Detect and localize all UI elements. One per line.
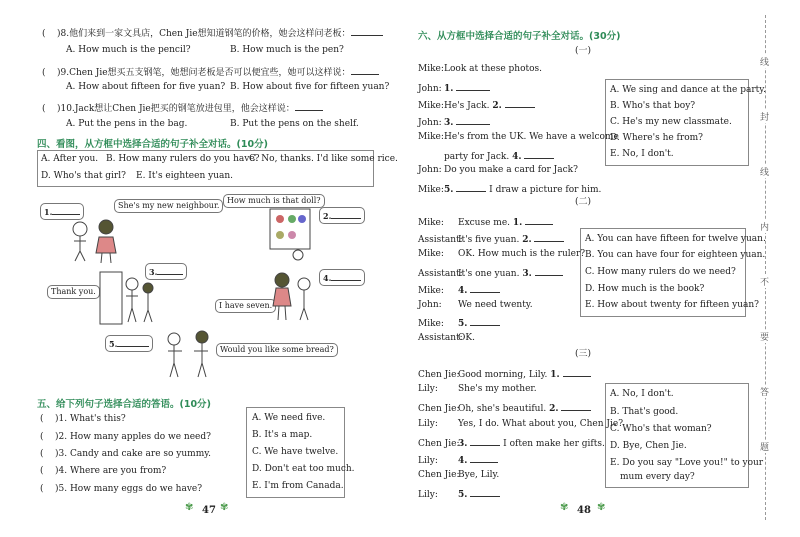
blank-number: 4. [458, 285, 468, 296]
speaker-label: John: [418, 117, 442, 128]
line-text: Excuse me. [458, 218, 511, 228]
dialogue-line [418, 316, 500, 330]
answer-blank[interactable] [534, 232, 564, 242]
speaker-label: Assistant: [418, 234, 463, 245]
blank-number: 4. [512, 151, 522, 162]
list-item: ( )3. Candy and cake are so yummy. [40, 449, 211, 459]
answer-blank[interactable] [456, 115, 490, 125]
list-item: ( )2. How many apples do we need? [40, 432, 211, 442]
margin-char: 题 [760, 440, 769, 453]
line-text: Good morning, Lily. [458, 370, 548, 380]
dialogue-line [418, 401, 591, 415]
blank-number: 5. [444, 185, 454, 196]
answer-blank[interactable] [470, 487, 500, 497]
dialogue-line [418, 367, 591, 381]
page-number: 47 [202, 505, 216, 516]
dialogue-1-heading: (一) [575, 46, 592, 56]
speaker-label: Mike: [418, 131, 444, 142]
dialogue-line [418, 487, 500, 501]
section-4-title: 四、看图，从方框中选择合适的句子补全对话。(10分) [37, 139, 268, 150]
speech-bubble-1: 1. [40, 203, 84, 220]
q8-option-b: B. How much is the pen? [230, 45, 344, 55]
speech-bubble-5: 5. [105, 335, 153, 352]
dialogue-line [418, 132, 619, 143]
line-text: Yes, I do. What about you, Chen Jie? [458, 418, 624, 429]
dialogue-line [418, 215, 553, 229]
section-5-option-box: A. We need five. B. It's a map. C. We have twelve. D. Don't eat too much. E. I'm from Canada. [246, 407, 345, 498]
answer-blank[interactable] [563, 367, 591, 377]
section-6-title: 六、从方框中选择合适的句子补全对话。(30分) [418, 31, 621, 42]
dialogue-line [418, 149, 554, 163]
dialogue-line [418, 81, 490, 95]
blank-number: 2. [492, 100, 502, 111]
speaker-label: Chen Jie: [418, 404, 460, 415]
answer-blank[interactable] [351, 65, 379, 75]
dialogue-line [418, 470, 499, 481]
answer-blank[interactable] [505, 98, 535, 108]
margin-char: 线 [760, 55, 769, 68]
speaker-label: Lily: [418, 384, 438, 395]
line-text: Look at these photos. [444, 64, 543, 74]
line-text: She's my mother. [458, 384, 537, 395]
speaker-label: Lily: [418, 418, 438, 429]
answer-blank[interactable] [470, 283, 500, 293]
question-8: ( )8.他们来到一家文具店，Chen Jie想知道钢笔的价格，她会这样问老板： [42, 26, 383, 40]
list-item: ( )5. How many eggs do we have? [40, 484, 203, 494]
line-text: I draw a picture for him. [489, 185, 602, 196]
speaker-label: Mike: [418, 100, 444, 111]
speaker-label: Mike: [418, 319, 444, 330]
q9-option-b: B. How about five for fifteen yuan? [230, 82, 390, 92]
blank-number: 3. [522, 268, 532, 279]
speech-bubble-5-reply: Would you like some bread? [216, 343, 338, 357]
speech-bubble-3-reply: Thank you. [47, 285, 100, 299]
blank-number: 1. [512, 218, 523, 228]
speaker-label: John: [418, 165, 442, 176]
children-figures-illustration [66, 215, 126, 265]
q8-option-a: A. How much is the pencil? [66, 45, 191, 55]
speech-bubble-4: 4. [319, 269, 365, 286]
line-text: He's from the UK. We have a welcome [444, 131, 619, 142]
speaker-label: John: [418, 83, 442, 94]
speech-bubble-2-answer: 2. [319, 207, 365, 224]
speaker-label: Mike: [418, 285, 444, 296]
line-text: OK. [458, 333, 475, 344]
speaker-label: Chen Jie: [418, 470, 460, 481]
dialogue-line [418, 266, 563, 280]
dialogue-line [418, 98, 535, 112]
question-9: ( )9.Chen Jie想买五支钢笔，她想问老板是否可以便宜些，她可以这样说： [42, 65, 379, 79]
speaker-label: Mike: [418, 218, 444, 228]
q10-option-b: B. Put the pens on the shelf. [230, 119, 359, 129]
line-text: Bye, Lily. [458, 470, 500, 481]
plant-icon: ✾ [220, 502, 229, 513]
blank-number: 5. [458, 490, 468, 501]
blank-number: 3. [444, 117, 454, 128]
dialogue-line [418, 249, 585, 260]
list-item: ( )4. Where are you from? [40, 466, 167, 476]
speech-bubble-1-reply: She's my new neighbour. [114, 199, 223, 213]
dialogue-line [418, 453, 498, 467]
speaker-label: Assistant: [418, 268, 463, 279]
blank-number: 1. [550, 370, 560, 380]
blank-number: 3. [458, 438, 468, 449]
answer-blank[interactable] [524, 149, 554, 159]
answer-blank[interactable] [470, 453, 498, 463]
margin-char: 要 [760, 330, 769, 343]
speaker-label: Chen Jie: [418, 438, 460, 449]
answer-blank[interactable] [295, 101, 323, 111]
margin-char: 不 [760, 275, 769, 288]
blank-number: 5. [458, 319, 468, 330]
dialogue-3-option-box: A. No, I don't. B. That's good. C. Who's that woman? D. Bye, Chen Jie. E. Do you say "Love you!" to your mum every day? [605, 383, 749, 488]
speaker-label: Mike: [418, 248, 444, 259]
line-text: Oh, she's beautiful. [458, 404, 547, 415]
answer-blank[interactable] [470, 436, 500, 446]
answer-blank[interactable] [456, 81, 490, 91]
dialogue-2-option-box: A. You can have fifteen for twelve yuan. B. You can have four for eighteen yuan. C. How many rulers do we need? D. How much is the book? E. How about twenty for fifteen yuan? [580, 228, 746, 317]
dialogue-line [418, 436, 605, 450]
answer-blank[interactable] [525, 215, 553, 225]
blank-number: 2. [549, 404, 559, 415]
dialogue-line [418, 182, 601, 196]
speaker-label: Assistant: [418, 333, 463, 344]
line-text: He's Jack. [444, 100, 490, 111]
answer-blank[interactable] [561, 401, 591, 411]
dialogue-line [418, 419, 623, 430]
dialogue-1-option-box: A. We sing and dance at the party. B. Who's that boy? C. He's my new classmate. D. Where's he from? E. No, I don't. [605, 79, 749, 166]
speaker-label: Chen Jie: [418, 370, 460, 380]
plant-icon: ✾ [560, 502, 569, 513]
dialogue-line [418, 232, 564, 246]
question-10: ( )10.Jack想让Chen Jie把买的钢笔放进包里，他会这样说： [42, 101, 323, 115]
line-text: party for Jack. [444, 151, 510, 162]
dialogue-line [418, 384, 537, 395]
door-figures-illustration [98, 270, 158, 330]
line-text: We need twenty. [458, 299, 533, 310]
dialogue-line [418, 64, 542, 75]
section-4-option-box: A. After you. B. How many rulers do you have? C. No, thanks. I'd like some rice. D. Who's that girl? E. It's eighteen yuan. [37, 150, 374, 187]
q10-option-a: A. Put the pens in the bag. [66, 119, 188, 129]
answer-blank[interactable] [456, 182, 486, 192]
page-number: 48 [577, 505, 591, 516]
shop-shelf-illustration [268, 205, 318, 265]
dialogue-line [418, 333, 475, 344]
speech-bubble-2: How much is that doll? [223, 194, 325, 208]
speech-bubble-3: 3. [145, 263, 187, 280]
line-text: It's one yuan. [458, 268, 520, 279]
list-item: ( )1. What's this? [40, 414, 126, 424]
blank-number: 4. [458, 456, 468, 466]
speaker-label: Lily: [418, 490, 438, 501]
margin-char: 封 [760, 110, 769, 123]
dialogue-2-heading: (二) [575, 197, 592, 207]
dialogue-line [418, 283, 500, 297]
line-text: I often make her gifts. [503, 438, 605, 449]
speaker-label: Lily: [418, 456, 438, 466]
speaker-label: Mike: [418, 185, 444, 196]
line-text: OK. How much is the ruler? [458, 248, 586, 259]
answer-blank[interactable] [535, 266, 563, 276]
girl-figures-illustration [268, 270, 318, 330]
q9-option-a: A. How about fifteen for five yuan? [66, 82, 226, 92]
margin-char: 内 [760, 220, 769, 233]
margin-char: 线 [760, 165, 769, 178]
section-5-title: 五、给下列句子选择合适的答语。(10分) [37, 399, 211, 410]
answer-blank[interactable] [470, 316, 500, 326]
dialogue-3-heading: (三) [575, 349, 592, 359]
speech-bubble-4-reply: I have seven. [215, 299, 276, 313]
dialogue-line [418, 300, 533, 311]
dialogue-line [418, 115, 490, 129]
line-text: It's five yuan. [458, 234, 520, 245]
bread-figures-illustration [160, 325, 220, 385]
speaker-label: John: [418, 299, 442, 310]
blank-number: 2. [522, 234, 532, 245]
answer-blank[interactable] [351, 26, 383, 36]
line-text: Do you make a card for Jack? [444, 165, 578, 176]
margin-char: 答 [760, 385, 769, 398]
blank-number: 1. [444, 83, 454, 94]
dialogue-line [418, 165, 578, 176]
plant-icon: ✾ [597, 502, 606, 513]
plant-icon: ✾ [185, 502, 194, 513]
speaker-label: Mike: [418, 64, 444, 74]
